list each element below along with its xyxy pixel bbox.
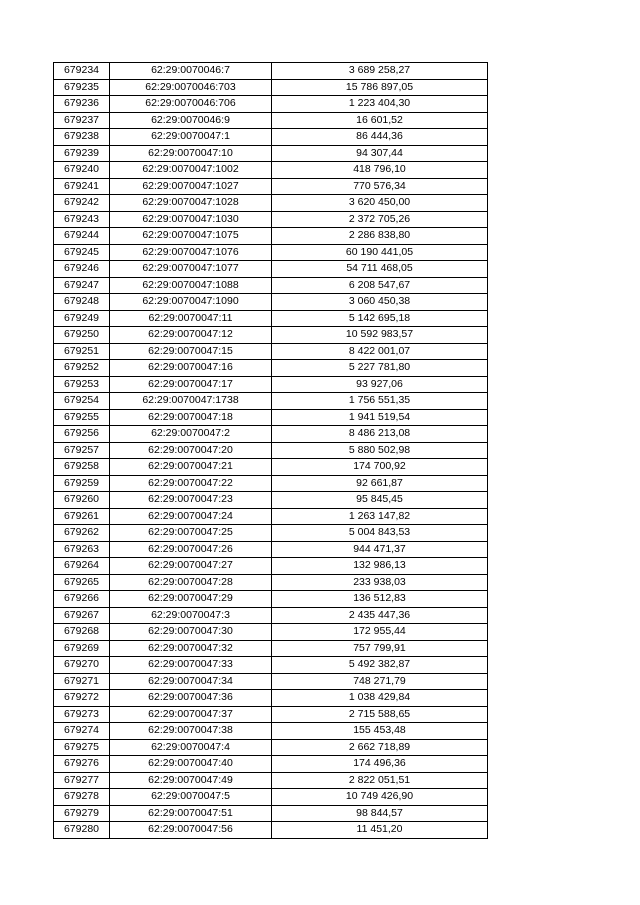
cadastral-value-cell: 16 601,52: [272, 112, 488, 129]
cadastral-value-cell: 8 486 213,08: [272, 426, 488, 443]
table-row: [54, 360, 488, 377]
row-number-cell: 679250: [54, 327, 110, 344]
row-number-cell: 679249: [54, 310, 110, 327]
row-number-cell: 679235: [54, 79, 110, 96]
cadastral-value-cell: 93 927,06: [272, 376, 488, 393]
row-number-cell: 679266: [54, 591, 110, 608]
cadastral-value-cell: 60 190 441,05: [272, 244, 488, 261]
cadastral-number-cell: 62:29:0070047:12: [110, 327, 272, 344]
table-row: [54, 261, 488, 278]
table-row: [54, 376, 488, 393]
cadastral-value-cell: 54 711 468,05: [272, 261, 488, 278]
cadastral-value-cell: 944 471,37: [272, 541, 488, 558]
row-number-cell: 679253: [54, 376, 110, 393]
cadastral-number-cell: 62:29:0070047:37: [110, 706, 272, 723]
row-number-cell: 679241: [54, 178, 110, 195]
row-number-cell: 679240: [54, 162, 110, 179]
table-row: [54, 805, 488, 822]
row-number-cell: 679237: [54, 112, 110, 129]
table-row: [54, 690, 488, 707]
cadastral-number-cell: 62:29:0070046:7: [110, 63, 272, 80]
cadastral-value-cell: 1 038 429,84: [272, 690, 488, 707]
cadastral-number-cell: 62:29:0070047:40: [110, 756, 272, 773]
row-number-cell: 679263: [54, 541, 110, 558]
cadastral-value-cell: 6 208 547,67: [272, 277, 488, 294]
table-row: [54, 162, 488, 179]
table-row: [54, 409, 488, 426]
row-number-cell: 679239: [54, 145, 110, 162]
row-number-cell: 679256: [54, 426, 110, 443]
table-row: [54, 475, 488, 492]
table-row: [54, 723, 488, 740]
row-number-cell: 679246: [54, 261, 110, 278]
cadastral-number-cell: 62:29:0070047:1002: [110, 162, 272, 179]
cadastral-value-cell: 172 955,44: [272, 624, 488, 641]
row-number-cell: 679264: [54, 558, 110, 575]
cadastral-value-cell: 5 142 695,18: [272, 310, 488, 327]
row-number-cell: 679276: [54, 756, 110, 773]
table-row: [54, 63, 488, 80]
cadastral-value-cell: 233 938,03: [272, 574, 488, 591]
cadastral-number-cell: 62:29:0070047:11: [110, 310, 272, 327]
cadastral-number-cell: 62:29:0070047:1738: [110, 393, 272, 410]
cadastral-value-cell: 8 422 001,07: [272, 343, 488, 360]
row-number-cell: 679243: [54, 211, 110, 228]
cadastral-number-cell: 62:29:0070047:16: [110, 360, 272, 377]
row-number-cell: 679271: [54, 673, 110, 690]
cadastral-number-cell: 62:29:0070047:15: [110, 343, 272, 360]
table-row: [54, 79, 488, 96]
table-row: [54, 492, 488, 509]
cadastral-value-cell: 748 271,79: [272, 673, 488, 690]
row-number-cell: 679261: [54, 508, 110, 525]
row-number-cell: 679234: [54, 63, 110, 80]
table-row: [54, 211, 488, 228]
cadastral-value-cell: 757 799,91: [272, 640, 488, 657]
cadastral-number-cell: 62:29:0070046:706: [110, 96, 272, 113]
cadastral-value-cell: 2 435 447,36: [272, 607, 488, 624]
row-number-cell: 679251: [54, 343, 110, 360]
cadastral-number-cell: 62:29:0070047:22: [110, 475, 272, 492]
cadastral-value-cell: 155 453,48: [272, 723, 488, 740]
cadastral-number-cell: 62:29:0070047:26: [110, 541, 272, 558]
cadastral-value-cell: 10 592 983,57: [272, 327, 488, 344]
cadastral-number-cell: 62:29:0070047:18: [110, 409, 272, 426]
cadastral-value-cell: 1 756 551,35: [272, 393, 488, 410]
cadastral-number-cell: 62:29:0070047:20: [110, 442, 272, 459]
cadastral-number-cell: 62:29:0070047:23: [110, 492, 272, 509]
table-row: [54, 607, 488, 624]
table-row: [54, 294, 488, 311]
cadastral-number-cell: 62:29:0070047:32: [110, 640, 272, 657]
row-number-cell: 679275: [54, 739, 110, 756]
cadastral-number-cell: 62:29:0070047:51: [110, 805, 272, 822]
table-row: [54, 706, 488, 723]
cadastral-value-cell: 1 223 404,30: [272, 96, 488, 113]
cadastral-number-cell: 62:29:0070047:5: [110, 789, 272, 806]
row-number-cell: 679258: [54, 459, 110, 476]
cadastral-number-cell: 62:29:0070047:25: [110, 525, 272, 542]
cadastral-value-cell: 10 749 426,90: [272, 789, 488, 806]
cadastral-value-cell: 3 620 450,00: [272, 195, 488, 212]
cadastral-number-cell: 62:29:0070047:28: [110, 574, 272, 591]
cadastral-number-cell: 62:29:0070047:1: [110, 129, 272, 146]
cadastral-value-cell: 418 796,10: [272, 162, 488, 179]
cadastral-number-cell: 62:29:0070047:30: [110, 624, 272, 641]
cadastral-number-cell: 62:29:0070047:2: [110, 426, 272, 443]
cadastral-number-cell: 62:29:0070047:21: [110, 459, 272, 476]
row-number-cell: 679278: [54, 789, 110, 806]
row-number-cell: 679273: [54, 706, 110, 723]
cadastral-value-cell: 11 451,20: [272, 822, 488, 839]
table-row: [54, 393, 488, 410]
cadastral-number-cell: 62:29:0070047:27: [110, 558, 272, 575]
table-row: [54, 541, 488, 558]
table-row: [54, 657, 488, 674]
table-row: [54, 327, 488, 344]
table-row: [54, 195, 488, 212]
table-row: [54, 756, 488, 773]
table-row: [54, 459, 488, 476]
table-row: [54, 343, 488, 360]
row-number-cell: 679260: [54, 492, 110, 509]
table-row: [54, 789, 488, 806]
cadastral-value-cell: 174 496,36: [272, 756, 488, 773]
table-row: [54, 112, 488, 129]
cadastral-value-cell: 2 715 588,65: [272, 706, 488, 723]
table-row: [54, 624, 488, 641]
cadastral-value-cell: 174 700,92: [272, 459, 488, 476]
row-number-cell: 679259: [54, 475, 110, 492]
cadastral-value-cell: 94 307,44: [272, 145, 488, 162]
row-number-cell: 679265: [54, 574, 110, 591]
row-number-cell: 679247: [54, 277, 110, 294]
cadastral-number-cell: 62:29:0070047:56: [110, 822, 272, 839]
cadastral-number-cell: 62:29:0070047:36: [110, 690, 272, 707]
table-row: [54, 129, 488, 146]
row-number-cell: 679272: [54, 690, 110, 707]
cadastral-number-cell: 62:29:0070047:1090: [110, 294, 272, 311]
row-number-cell: 679269: [54, 640, 110, 657]
row-number-cell: 679245: [54, 244, 110, 261]
table-row: [54, 178, 488, 195]
cadastral-value-cell: 92 661,87: [272, 475, 488, 492]
cadastral-value-cell: 3 060 450,38: [272, 294, 488, 311]
cadastral-value-cell: 95 845,45: [272, 492, 488, 509]
table-row: [54, 145, 488, 162]
table-row: [54, 822, 488, 839]
table-body: [54, 63, 488, 839]
cadastral-value-cell: 5 227 781,80: [272, 360, 488, 377]
row-number-cell: 679252: [54, 360, 110, 377]
cadastral-number-cell: 62:29:0070046:9: [110, 112, 272, 129]
table-row: [54, 591, 488, 608]
cadastral-value-cell: 98 844,57: [272, 805, 488, 822]
row-number-cell: 679277: [54, 772, 110, 789]
table-row: [54, 574, 488, 591]
cadastral-value-cell: 5 004 843,53: [272, 525, 488, 542]
row-number-cell: 679255: [54, 409, 110, 426]
table-row: [54, 673, 488, 690]
row-number-cell: 679236: [54, 96, 110, 113]
cadastral-number-cell: 62:29:0070047:33: [110, 657, 272, 674]
cadastral-value-cell: 5 492 382,87: [272, 657, 488, 674]
row-number-cell: 679280: [54, 822, 110, 839]
cadastral-value-cell: 86 444,36: [272, 129, 488, 146]
cadastral-number-cell: 62:29:0070047:1027: [110, 178, 272, 195]
cadastral-number-cell: 62:29:0070047:29: [110, 591, 272, 608]
cadastral-number-cell: 62:29:0070047:1076: [110, 244, 272, 261]
table-row: [54, 277, 488, 294]
table-row: [54, 525, 488, 542]
row-number-cell: 679268: [54, 624, 110, 641]
cadastral-number-cell: 62:29:0070047:17: [110, 376, 272, 393]
row-number-cell: 679267: [54, 607, 110, 624]
cadastral-number-cell: 62:29:0070047:38: [110, 723, 272, 740]
table-row: [54, 640, 488, 657]
cadastral-number-cell: 62:29:0070047:10: [110, 145, 272, 162]
cadastral-value-cell: 2 662 718,89: [272, 739, 488, 756]
row-number-cell: 679257: [54, 442, 110, 459]
cadastral-number-cell: 62:29:0070047:1030: [110, 211, 272, 228]
cadastral-value-cell: 770 576,34: [272, 178, 488, 195]
cadastral-number-cell: 62:29:0070047:1077: [110, 261, 272, 278]
cadastral-value-cell: 1 941 519,54: [272, 409, 488, 426]
cadastral-value-cell: 5 880 502,98: [272, 442, 488, 459]
cadastral-number-cell: 62:29:0070047:1075: [110, 228, 272, 245]
row-number-cell: 679248: [54, 294, 110, 311]
table-row: [54, 442, 488, 459]
cadastral-number-cell: 62:29:0070047:4: [110, 739, 272, 756]
row-number-cell: 679254: [54, 393, 110, 410]
table-row: [54, 228, 488, 245]
table-row: [54, 244, 488, 261]
cadastral-number-cell: 62:29:0070047:1028: [110, 195, 272, 212]
row-number-cell: 679238: [54, 129, 110, 146]
cadastral-value-cell: 132 986,13: [272, 558, 488, 575]
cadastral-value-cell: 3 689 258,27: [272, 63, 488, 80]
table-row: [54, 558, 488, 575]
row-number-cell: 679262: [54, 525, 110, 542]
row-number-cell: 679279: [54, 805, 110, 822]
cadastral-value-cell: 2 286 838,80: [272, 228, 488, 245]
cadastral-value-table: [53, 62, 488, 839]
row-number-cell: 679274: [54, 723, 110, 740]
row-number-cell: 679244: [54, 228, 110, 245]
cadastral-number-cell: 62:29:0070046:703: [110, 79, 272, 96]
cadastral-number-cell: 62:29:0070047:34: [110, 673, 272, 690]
cadastral-number-cell: 62:29:0070047:1088: [110, 277, 272, 294]
table-row: [54, 426, 488, 443]
table-row: [54, 96, 488, 113]
cadastral-number-cell: 62:29:0070047:49: [110, 772, 272, 789]
cadastral-value-cell: 2 822 051,51: [272, 772, 488, 789]
table-row: [54, 772, 488, 789]
table-row: [54, 739, 488, 756]
cadastral-value-cell: 136 512,83: [272, 591, 488, 608]
row-number-cell: 679270: [54, 657, 110, 674]
table-row: [54, 508, 488, 525]
cadastral-number-cell: 62:29:0070047:3: [110, 607, 272, 624]
cadastral-number-cell: 62:29:0070047:24: [110, 508, 272, 525]
cadastral-value-cell: 1 263 147,82: [272, 508, 488, 525]
table-row: [54, 310, 488, 327]
cadastral-value-cell: 2 372 705,26: [272, 211, 488, 228]
cadastral-value-cell: 15 786 897,05: [272, 79, 488, 96]
row-number-cell: 679242: [54, 195, 110, 212]
